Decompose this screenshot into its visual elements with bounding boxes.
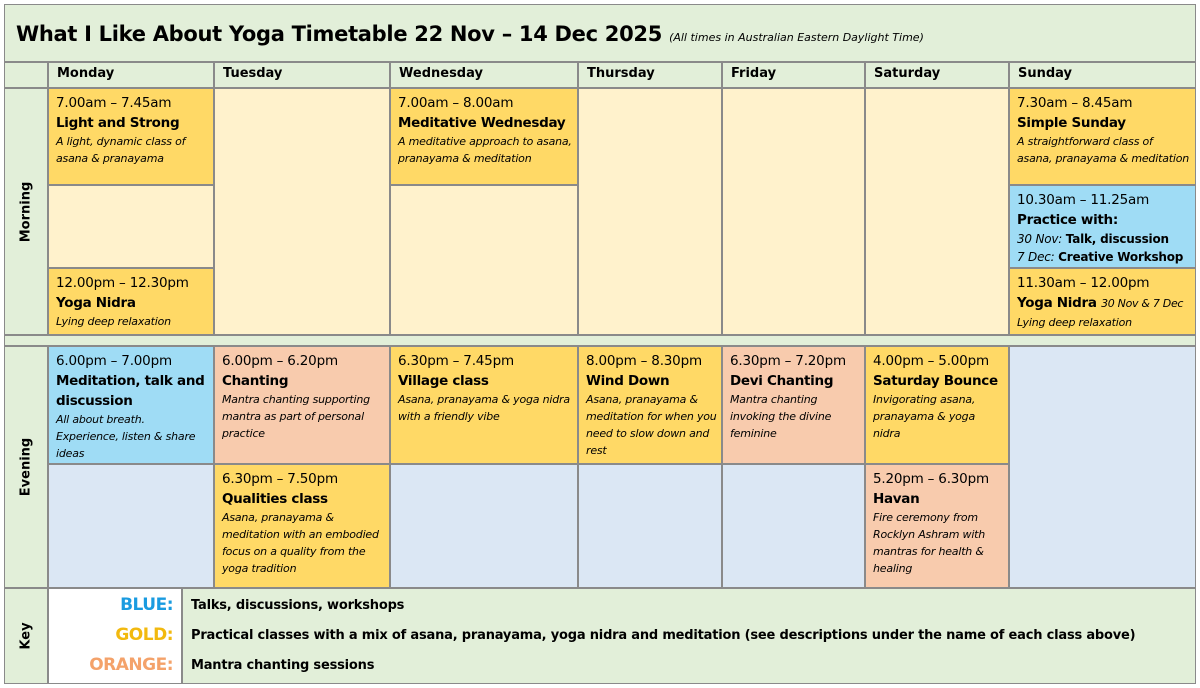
title-bar xyxy=(4,4,1196,62)
day-header-saturday: Saturday xyxy=(865,62,1009,88)
key-swatch-labels xyxy=(48,588,182,684)
practice-topic: Talk, discussion xyxy=(1065,232,1169,246)
class-time: 6.00pm – 7.00pm xyxy=(56,353,172,369)
empty-slot xyxy=(48,185,214,268)
class-name: Light and Strong xyxy=(56,115,180,131)
section-separator xyxy=(4,335,1196,346)
class-time: 4.00pm – 5.00pm xyxy=(873,353,989,369)
class-name: Yoga Nidra xyxy=(56,295,136,311)
title-text: What I Like About Yoga Timetable 22 Nov – 14 Dec 2025 xyxy=(16,22,663,46)
key-orange-label: ORANGE: xyxy=(89,655,173,675)
key-orange-text: Mantra chanting sessions xyxy=(191,658,375,673)
day-header-tuesday: Tuesday xyxy=(214,62,390,88)
class-devi-chanting xyxy=(722,346,865,464)
key-descriptions xyxy=(182,588,1196,684)
empty-slot xyxy=(578,88,722,335)
class-saturday-bounce xyxy=(865,346,1009,464)
class-description: All about breath. Experience, listen & share ideas xyxy=(56,413,196,460)
class-time: 6.30pm – 7.20pm xyxy=(730,353,846,369)
empty-slot xyxy=(390,464,578,588)
class-description: A straightforward class of asana, pranayama & meditation xyxy=(1017,135,1189,165)
day-header-sunday: Sunday xyxy=(1009,62,1196,88)
key-gold-label: GOLD: xyxy=(115,625,173,645)
class-dates: 30 Nov & 7 Dec xyxy=(1101,297,1184,310)
empty-slot xyxy=(48,464,214,588)
class-name: Simple Sunday xyxy=(1017,115,1126,131)
class-description: Asana, pranayama & meditation for when you need to slow down and rest xyxy=(586,393,717,457)
class-name-line xyxy=(1017,293,1191,314)
class-name: Meditative Wednesday xyxy=(398,115,566,131)
class-name: Qualities class xyxy=(222,491,328,507)
key-blue-text: Talks, discussions, workshops xyxy=(191,598,405,613)
day-header-monday: Monday xyxy=(48,62,214,88)
class-simple-sunday xyxy=(1009,88,1196,185)
class-time: 10.30am – 11.25am xyxy=(1017,192,1150,208)
class-wind-down xyxy=(578,346,722,464)
class-name: Chanting xyxy=(222,373,289,389)
empty-slot xyxy=(390,185,578,335)
morning-label: Morning xyxy=(18,181,34,242)
key-gold-text: Practical classes with a mix of asana, pranayama, yoga nidra and meditation (see descriptions under the name of each class above) xyxy=(191,628,1136,643)
class-description: Lying deep relaxation xyxy=(1017,316,1132,329)
class-name: Havan xyxy=(873,491,920,507)
class-name: Saturday Bounce xyxy=(873,373,998,389)
class-name: Village class xyxy=(398,373,489,389)
class-description: Asana, pranayama & meditation with an embodied focus on a quality from the yoga tradition xyxy=(222,511,379,575)
class-name: Meditation, talk and discussion xyxy=(56,373,205,409)
class-village xyxy=(390,346,578,464)
day-header-thursday: Thursday xyxy=(578,62,722,88)
class-name: Wind Down xyxy=(586,373,670,389)
class-yoga-nidra-monday xyxy=(48,268,214,335)
key-label-cell xyxy=(4,588,48,684)
class-time: 6.30pm – 7.45pm xyxy=(398,353,514,369)
class-meditation-talk-discussion xyxy=(48,346,214,464)
class-name: Yoga Nidra xyxy=(1017,295,1097,311)
empty-slot xyxy=(722,464,865,588)
page-subtitle: (All times in Australian Eastern Daylight Time) xyxy=(669,31,924,44)
class-havan xyxy=(865,464,1009,588)
corner-cell xyxy=(4,62,48,88)
key-label: Key xyxy=(18,622,34,650)
practice-topic: Creative Workshop xyxy=(1058,250,1184,264)
class-description: Mantra chanting invoking the divine feminine xyxy=(730,393,832,440)
morning-label-cell xyxy=(4,88,48,335)
class-time: 5.20pm – 6.30pm xyxy=(873,471,989,487)
class-time: 7.00am – 8.00am xyxy=(398,95,514,111)
class-description: Lying deep relaxation xyxy=(56,315,171,328)
class-yoga-nidra-sunday xyxy=(1009,268,1196,335)
class-time: 12.00pm – 12.30pm xyxy=(56,275,189,291)
class-description: Invigorating asana, pranayama & yoga nidra xyxy=(873,393,976,440)
class-chanting xyxy=(214,346,390,464)
class-qualities xyxy=(214,464,390,588)
class-name: Devi Chanting xyxy=(730,373,834,389)
class-description: Fire ceremony from Rocklyn Ashram with mantras for health & healing xyxy=(873,511,986,575)
key-blue-label: BLUE: xyxy=(120,595,173,615)
day-header-friday: Friday xyxy=(722,62,865,88)
practice-date: 7 Dec: xyxy=(1017,250,1055,264)
evening-label: Evening xyxy=(18,437,34,497)
practice-line-2 xyxy=(1017,248,1191,266)
class-practice-with xyxy=(1009,185,1196,268)
class-description: A meditative approach to asana, pranayama & meditation xyxy=(398,135,572,165)
class-description: Asana, pranayama & yoga nidra with a friendly vibe xyxy=(398,393,570,423)
class-time: 11.30am – 12.00pm xyxy=(1017,275,1150,291)
class-time: 6.00pm – 6.20pm xyxy=(222,353,338,369)
empty-slot xyxy=(865,88,1009,335)
class-light-and-strong xyxy=(48,88,214,185)
class-time: 8.00pm – 8.30pm xyxy=(586,353,702,369)
class-time: 7.30am – 8.45am xyxy=(1017,95,1133,111)
evening-label-cell xyxy=(4,346,48,588)
empty-slot xyxy=(578,464,722,588)
class-time: 7.00am – 7.45am xyxy=(56,95,172,111)
class-description: A light, dynamic class of asana & pranayama xyxy=(56,135,186,165)
page-title xyxy=(5,5,1195,46)
empty-slot xyxy=(722,88,865,335)
class-description: Mantra chanting supporting mantra as part of personal practice xyxy=(222,393,370,440)
practice-date: 30 Nov: xyxy=(1017,232,1063,246)
practice-line-1 xyxy=(1017,230,1191,248)
class-time: 6.30pm – 7.50pm xyxy=(222,471,338,487)
empty-slot xyxy=(214,88,390,335)
class-name: Practice with: xyxy=(1017,212,1118,228)
empty-slot xyxy=(1009,346,1196,588)
class-meditative-wednesday xyxy=(390,88,578,185)
day-header-wednesday: Wednesday xyxy=(390,62,578,88)
